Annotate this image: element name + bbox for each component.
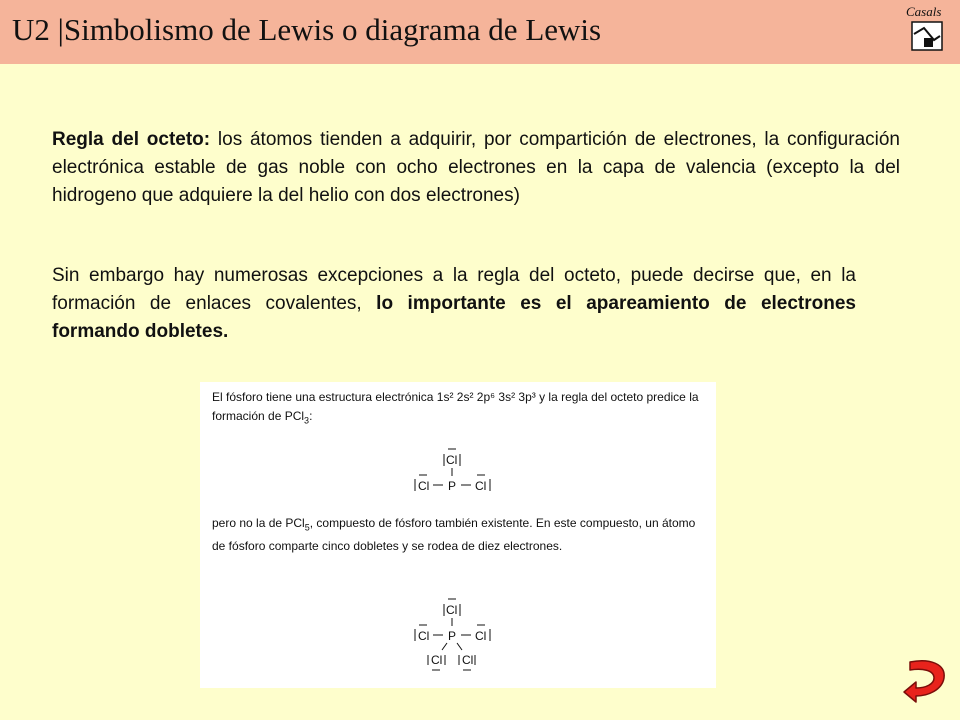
exceptions-emphasis: lo importante es el apareamiento de electrones formando dobletes. bbox=[52, 293, 856, 342]
pcl5-cl-top: Cl bbox=[446, 603, 458, 617]
pcl5-cl-bottom-left: Cl bbox=[431, 653, 443, 667]
figure-text-pcl5-main: pero no la de PCl bbox=[212, 516, 305, 530]
logo-graphic-icon bbox=[904, 4, 948, 56]
pcl3-cl-top: Cl bbox=[446, 453, 458, 467]
phosphorus-figure bbox=[200, 382, 716, 688]
slide-title: U2 |Simbolismo de Lewis o diagrama de Lewis bbox=[12, 12, 602, 47]
pcl5-cl-bottom-right: Cl bbox=[462, 653, 474, 667]
pcl3-p: P bbox=[448, 479, 457, 493]
pcl3-cl-right: Cl bbox=[475, 479, 487, 493]
pcl3-cl-left: Cl bbox=[418, 479, 430, 493]
octet-rule-paragraph bbox=[52, 126, 900, 210]
octet-rule-definition: los átomos tienden a adquirir, por compartición de electrones, la configuración electrónica estable de gas noble con ocho electrones en la capa de valencia (excepto la del hidrogeno que adquiere la del helio con dos electrones) bbox=[52, 129, 900, 206]
figure-text-pcl3-end: : bbox=[309, 409, 313, 423]
return-arrow-icon bbox=[900, 656, 950, 708]
pcl5-p: P bbox=[448, 629, 457, 643]
figure-text-pcl5-end: , compuesto de fósforo también existente. En este compuesto, un átomo de fósforo comparte cinco dobletes y se rodea de diez electrones. bbox=[212, 516, 696, 554]
lewis-structures-diagram bbox=[200, 382, 716, 688]
return-arrow-button[interactable] bbox=[900, 656, 950, 708]
figure-text-pcl5-sub: 5 bbox=[304, 522, 310, 533]
figure-text-pcl3-main: El fósforo tiene una estructura electrónica 1s² 2s² 2p⁶ 3s² 3p³ y la regla del octeto predice la formación de PCl bbox=[212, 390, 699, 423]
pcl5-cl-right: Cl bbox=[475, 629, 487, 643]
casals-logo bbox=[904, 4, 948, 56]
exceptions-text: Sin embargo hay numerosas excepciones a la regla del octeto, puede decirse que, en la formación de enlaces covalentes, bbox=[52, 265, 856, 314]
figure-text-pcl3-sub: 3 bbox=[304, 415, 310, 426]
octet-rule-term: Regla del octeto: bbox=[52, 129, 211, 150]
pcl5-cl-left: Cl bbox=[418, 629, 430, 643]
logo-text: Casals bbox=[906, 4, 942, 19]
exceptions-paragraph bbox=[52, 262, 856, 346]
slide-header bbox=[0, 0, 960, 64]
